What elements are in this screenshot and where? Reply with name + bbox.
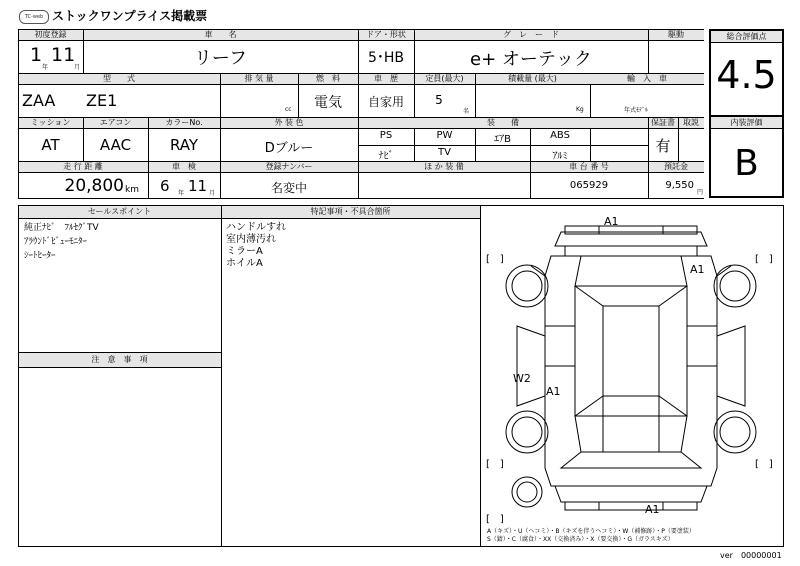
overall-score-label: 総合評価点 — [726, 32, 767, 41]
car-outline-bottom — [555, 486, 707, 510]
door-shape-value: 5･HB — [367, 50, 405, 66]
list-item: ｱﾗｳﾝﾄﾞﾋﾞｭｰﾓﾆﾀｰ — [24, 237, 88, 247]
capacity-label: 定員(最大) — [425, 74, 464, 83]
deposit-label: 預託金 — [664, 162, 688, 171]
interior-score-label: 内装評価 — [730, 118, 763, 127]
equip-airbag: ｴｱB — [494, 134, 511, 145]
plate-value: 名変中 — [270, 181, 307, 195]
inspection-label: 車 検 — [172, 162, 196, 171]
legend-line: S（錆）・C（腐食）・XX（交換済み）・X（要交換）・G（ガラスキズ） — [487, 536, 674, 543]
equip-ps: PS — [379, 130, 393, 141]
inspection-year: 6 — [160, 177, 170, 195]
inspection-year-unit: 年 — [178, 190, 185, 197]
fuel-label: 燃 料 — [316, 74, 340, 83]
list-item: ｼｰﾄﾋｰﾀｰ — [24, 251, 56, 261]
first-reg-label: 初度登録 — [34, 30, 67, 39]
mark-left-center: A1 — [546, 385, 561, 398]
door-shape-label: ドア・形状 — [366, 30, 406, 39]
notes-label: 注 意 事 項 — [91, 355, 148, 364]
car-name-value: リーフ — [193, 48, 248, 69]
bracket-bottom-right: [ ] — [755, 459, 773, 470]
equip-pw: PW — [436, 130, 453, 141]
score-panel — [709, 29, 784, 198]
equip-alloy: ｱﾙﾐ — [552, 151, 568, 162]
sales-points-list — [24, 223, 99, 262]
model-label: 型 式 — [103, 74, 135, 83]
model-prefix: ZAA — [22, 91, 56, 110]
left-wheels — [506, 265, 548, 507]
mileage-value: 20,800 — [64, 176, 124, 196]
exterior-color-label: 外 装 色 — [274, 118, 304, 127]
grade-value: e+ オーテック — [470, 49, 592, 70]
import-label: 輸 入 車 — [627, 74, 667, 83]
equip-abs: ABS — [550, 130, 570, 141]
bracket-bottom-left: [ ] — [486, 459, 504, 470]
history-value: 自家用 — [367, 95, 404, 109]
car-name-label: 車 名 — [204, 30, 237, 39]
equipment-label: 装 備 — [487, 118, 519, 127]
aircon-label: エアコン — [99, 118, 132, 127]
mark-bottom: A1 — [645, 503, 660, 516]
other-equipment-label: ほ か 装 備 — [424, 162, 464, 171]
mileage-unit: km — [125, 185, 139, 195]
mark-top: A1 — [604, 215, 619, 228]
fuel-value: 電気 — [314, 95, 342, 111]
bracket-top-left: [ ] — [486, 254, 504, 265]
legend — [487, 528, 695, 544]
drive-label: 駆動 — [668, 30, 684, 39]
overall-score: 4.5 — [716, 53, 777, 97]
car-outline-top — [555, 226, 707, 256]
page-title: ストックワンプライス掲載票 — [52, 9, 208, 23]
model-code: ZE1 — [86, 91, 118, 110]
warranty-value: 有 — [655, 137, 671, 155]
chassis-value: 065929 — [569, 180, 609, 191]
mark-left: W2 — [513, 372, 531, 385]
inspection-month: 11 — [188, 177, 208, 195]
displacement-unit: cc — [285, 106, 292, 113]
capacity-value: 5 — [435, 93, 443, 107]
car-body — [517, 256, 745, 486]
legend-line: A（キズ）・U（ヘコミ）・B（キズを伴うヘコミ）・W（補修跡）・P（要塗装） — [487, 528, 695, 535]
first-reg-year-unit: 年 — [42, 64, 49, 71]
list-item: ホイルA — [226, 258, 263, 269]
load-label: 積載量 (最大) — [508, 74, 557, 83]
bracket-top-right: [ ] — [755, 254, 773, 265]
deposit-value: 9,550 — [665, 180, 694, 191]
aircon-value: AAC — [99, 136, 132, 154]
defects-label: 特記事項・不具合箇所 — [310, 207, 391, 216]
manual-label: 取説 — [683, 118, 699, 127]
grade-label: グ レ ー ド — [503, 30, 559, 39]
equip-tv: TV — [438, 147, 451, 158]
list-item: ハンドルすれ — [226, 222, 286, 233]
transmission-label: ミッション — [30, 118, 71, 127]
list-item: 室内薄汚れ — [226, 234, 276, 245]
first-reg-month: 11 — [51, 44, 76, 66]
import-note: 年式ﾓﾃﾞﾙ — [624, 107, 649, 114]
right-wheels — [714, 265, 756, 453]
history-label: 車 歴 — [374, 74, 398, 83]
equip-navi: ﾅﾋﾞ — [378, 151, 394, 162]
mark-top-right: A1 — [690, 263, 705, 276]
logo: TC-web — [19, 10, 49, 24]
transmission-value: AT — [41, 136, 60, 154]
list-item: 純正ﾅﾋﾞ ﾌﾙｾｸﾞTV — [24, 223, 99, 233]
sales-points-label: セールスポイント — [87, 207, 152, 216]
interior-score: B — [734, 143, 759, 184]
defects-list — [226, 222, 286, 270]
displacement-label: 排 気 量 — [244, 74, 274, 83]
plate-label: 登録ナンバー — [265, 162, 313, 171]
capacity-unit: 名 — [463, 108, 470, 115]
mileage-label: 走 行 距 離 — [63, 162, 103, 171]
first-reg-year: 1 — [30, 44, 43, 66]
exterior-color-value: Dブルー — [264, 141, 314, 156]
warranty-label: 保証書 — [651, 118, 675, 127]
color-no-label: カラーNo. — [165, 118, 203, 127]
deposit-unit: 円 — [697, 189, 704, 196]
first-reg-month-unit: 月 — [74, 64, 81, 71]
bracket-lower-left: [ ] — [486, 514, 504, 525]
color-no-value: RAY — [169, 136, 199, 154]
chassis-label: 車 台 番 号 — [569, 162, 609, 171]
load-unit: Kg — [576, 106, 584, 113]
first-reg-value — [22, 42, 82, 72]
version-label: ver 00000001 — [720, 551, 782, 560]
list-item: ミラーA — [226, 246, 263, 257]
inspection-month-unit: 月 — [209, 190, 216, 197]
